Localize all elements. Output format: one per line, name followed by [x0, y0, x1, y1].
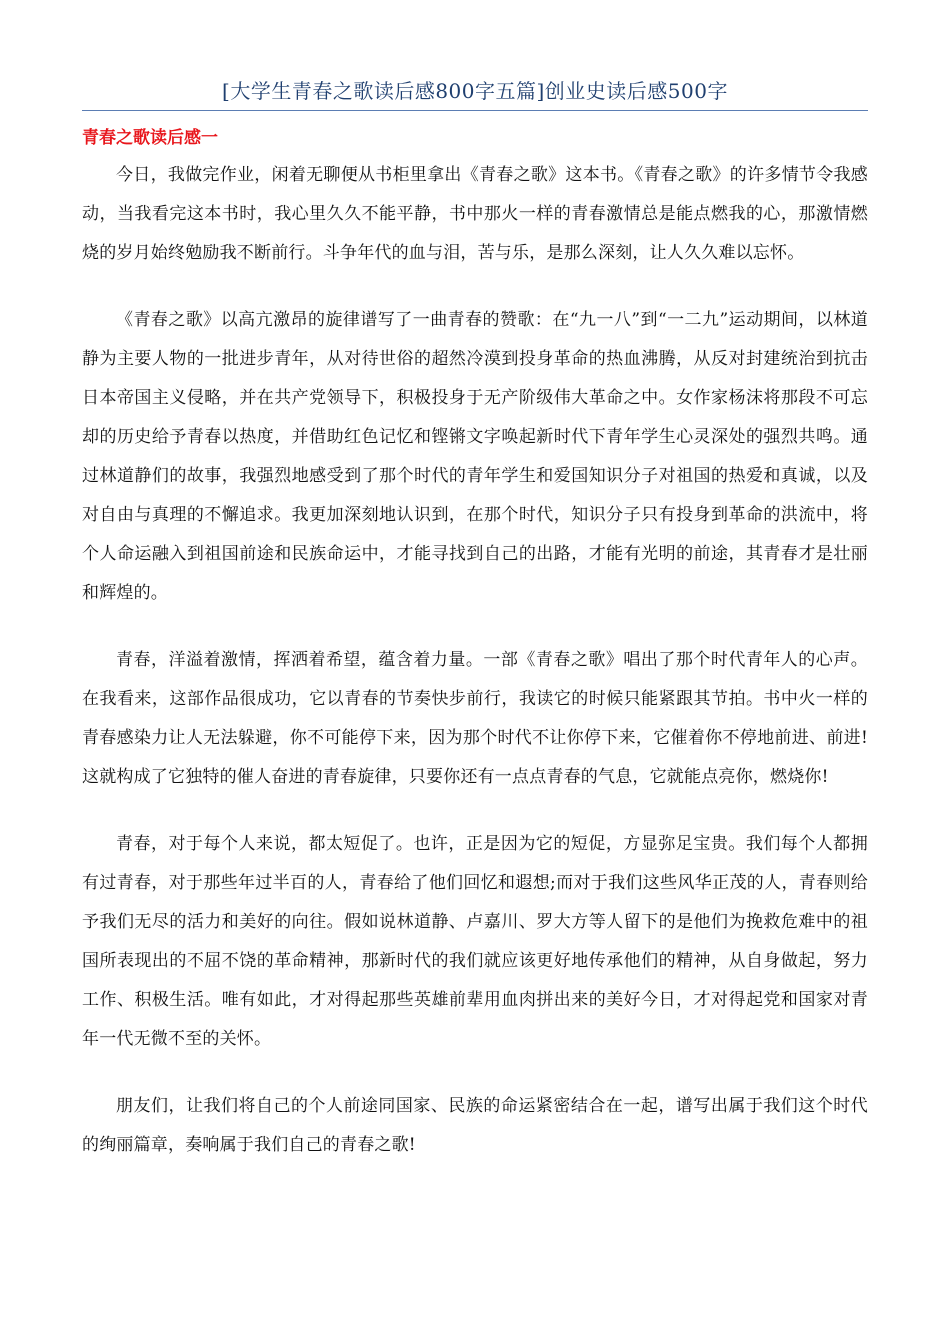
section-heading: 青春之歌读后感一 [82, 128, 218, 148]
paragraph-2: 《青春之歌》以高亢激昂的旋律谱写了一曲青春的赞歌：在“九一八”到“一二九”运动期间，以林道静为主要人物的一批进步青年，从对待世俗的超然冷漠到投身革命的热血沸腾，从反对封建统治到抗击日本帝国主义侵略，并在共产党领导下，积极投身于无产阶级伟大革命之中。女作家杨沫将那段不可忘却的历史给予青春以热度，并借助红色记忆和铿锵文字唤起新时代下青年学生心灵深处的强烈共鸣。通过林道静们的故事，我强烈地感受到了那个时代的青年学生和爱国知识分子对祖国的热爱和真诚，以及对自由与真理的不懈追求。我更加深刻地认识到，在那个时代，知识分子只有投身到革命的洪流中，将个人命运融入到祖国前途和民族命运中，才能寻找到自己的出路，才能有光明的前途，其青春才是壮丽和辉煌的。 [82, 310, 868, 603]
header-divider [82, 110, 868, 111]
paragraph-1: 今日，我做完作业，闲着无聊便从书柜里拿出《青春之歌》这本书。《青春之歌》的许多情节令我感动，当我看完这本书时，我心里久久不能平静，书中那火一样的青春激情总是能点燃我的心，那激情燃烧的岁月始终勉励我不断前行。斗争年代的血与泪，苦与乐，是那么深刻，让人久久难以忘怀。 [82, 165, 868, 263]
article-body [82, 156, 868, 1193]
paragraph-3: 青春，洋溢着激情，挥洒着希望，蕴含着力量。一部《青春之歌》唱出了那个时代青年人的心声。在我看来，这部作品很成功，它以青春的节奏快步前行，我读它的时候只能紧跟其节拍。书中火一样的青春感染力让人无法躲避，你不可能停下来，因为那个时代不让你停下来，它催着你不停地前进、前进!这就构成了它独特的催人奋进的青春旋律，只要你还有一点点青春的气息，它就能点亮你，燃烧你! [82, 650, 868, 787]
paragraph-4: 青春，对于每个人来说，都太短促了。也许，正是因为它的短促，方显弥足宝贵。我们每个人都拥有过青春，对于那些年过半百的人，青春给了他们回忆和遐想;而对于我们这些风华正茂的人，青春则给予我们无尽的活力和美好的向往。假如说林道静、卢嘉川、罗大方等人留下的是他们为挽救危难中的祖国所表现出的不屈不饶的革命精神，那新时代的我们就应该更好地传承他们的精神，从自身做起，努力工作、积极生活。唯有如此，才对得起那些英雄前辈用血肉拼出来的美好今日，才对得起党和国家对青年一代无微不至的关怀。 [82, 834, 868, 1049]
paragraph-5: 朋友们，让我们将自己的个人前途同国家、民族的命运紧密结合在一起，谱写出属于我们这个时代的绚丽篇章，奏响属于我们自己的青春之歌! [82, 1096, 868, 1155]
document-header-title: [大学生青春之歌读后感800字五篇]创业史读后感500字 [222, 79, 728, 103]
